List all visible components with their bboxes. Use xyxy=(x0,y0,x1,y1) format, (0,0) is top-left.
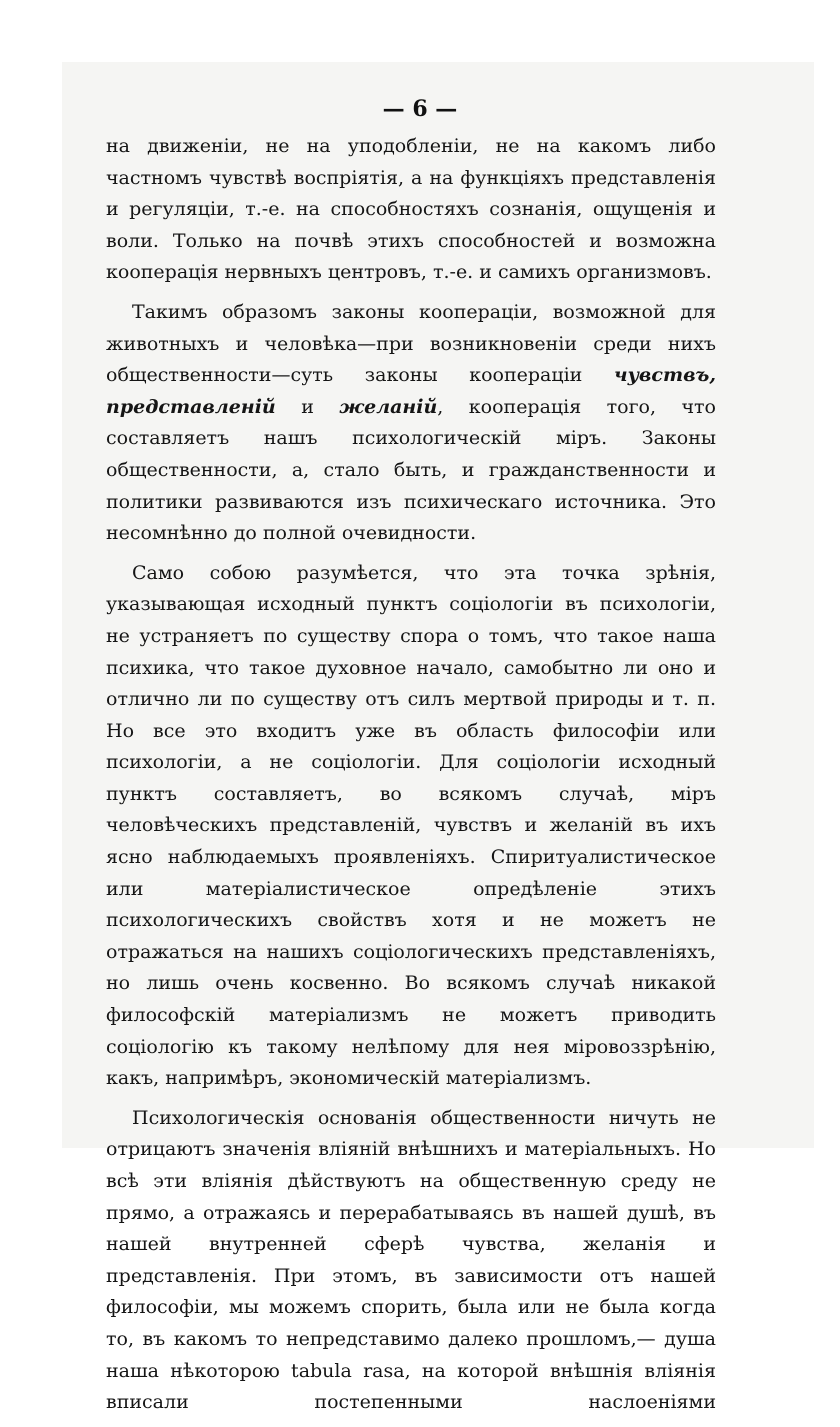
paragraph-2-text-b: и xyxy=(275,395,340,418)
paragraph-1-text: на движеніи, не на уподобленіи, не на какомъ либо частномъ чувствѣ воспріятія, а на функціяхъ представленія и регуляціи, т.-е. на способностяхъ сознанія, ощущенія и воли. Только на почвѣ этихъ способностей и возможна кооперація нервныхъ центровъ, т.-е. и самихъ организмовъ. xyxy=(106,135,716,284)
paragraph-4-text: Психологическія основанія общественности ничуть не отрицаютъ значенія вліяній внѣшнихъ и матеріальныхъ. Но всѣ эти вліянія дѣйствуютъ на общественную среду не прямо, а отражаясь и перерабатываясь въ нашей душѣ, въ нашей внутренней сферѣ чувства, желанія и представленія. При этомъ, въ зависимости отъ нашей философіи, мы можемъ спорить, была или не была когда то, въ какомъ то непредставимо далеко прошломъ,— душа наша нѣкоторою tabula rasa, на которой внѣшнія вліянія вписали постепенными наслоеніями xyxy=(106,1106,716,1414)
emphasis-desires: желаній xyxy=(339,395,438,418)
paragraph-1 xyxy=(106,131,716,289)
paragraph-3-text: Само собою разумѣется, что эта точка зрѣнія, указывающая исходный пунктъ соціологіи въ психологіи, не устраняетъ по существу спора о томъ, что такое наша психика, что такое духовное начало, самобытно ли оно и отлично ли по существу отъ силъ мертвой природы и т. п. Но все это входитъ уже въ область философіи или психологіи, а не соціологіи. Для соціологіи исходный пунктъ составляетъ, во всякомъ случаѣ, міръ человѣческихъ представленій, чувствъ и желаній въ ихъ ясно наблюдаемыхъ проявленіяхъ. Спиритуалистическое или матеріалистическое опредѣленіе этихъ психологическихъ свойствъ хотя и не можетъ не отражаться на нашихъ соціологическихъ представленіяхъ, но лишь очень косвенно. Во всякомъ случаѣ никакой философскій матеріализмъ не можетъ приводить соціологію къ такому нелѣпому для нея міровоззрѣнію, какъ, напримѣръ, экономическій матеріализмъ. xyxy=(106,561,716,1090)
page-number: — 6 — xyxy=(382,96,458,122)
paragraph-3 xyxy=(106,558,716,1095)
paragraph-2-text-a: Такимъ образомъ законы коопераціи, возможной для животныхъ и человѣка—при возникновеніи среди нихъ общественности—суть законы коопераціи xyxy=(106,300,716,387)
emphasis-feelings-representations: чувствъ, представленій xyxy=(106,364,716,418)
paragraph-4 xyxy=(106,1103,716,1419)
body-text xyxy=(106,131,716,1427)
paragraph-2-text-c: , кооперація того, что составляетъ нашъ психологическій міръ. Законы общественности, а, стало быть, и гражданственности и политики развиваются изъ психическаго источника. Это несомнѣнно до полной очевидности. xyxy=(106,395,716,545)
paragraph-2 xyxy=(106,297,716,550)
